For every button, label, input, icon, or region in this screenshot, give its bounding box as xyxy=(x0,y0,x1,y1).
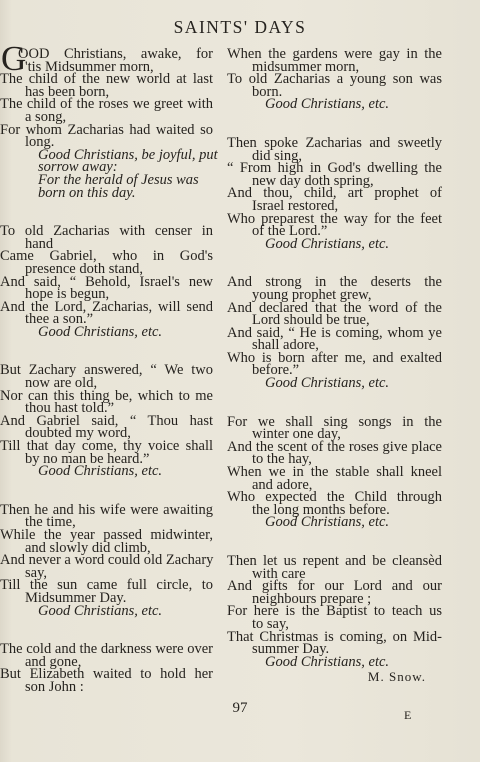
verse-line: now are old, xyxy=(25,375,98,392)
verse-line: thee a son.” xyxy=(25,311,94,328)
verse-line: presence doth stand, xyxy=(25,260,143,277)
stanza xyxy=(0,501,214,619)
stanza xyxy=(0,643,213,693)
page-number: 97 xyxy=(232,700,248,716)
verse-line: And declared that the word of the xyxy=(227,299,442,316)
stanza xyxy=(0,39,218,201)
verse-line: born. xyxy=(252,83,283,100)
verse-line: Then let us repent and be cleansèd xyxy=(227,553,442,569)
verse-line: young prophet grew, xyxy=(252,286,372,303)
verse-line: and adore, xyxy=(252,476,313,493)
verse-line: When we in the stable shall kneel xyxy=(227,464,442,481)
stanza xyxy=(227,413,442,531)
verse-line: Israel restored, xyxy=(252,197,339,214)
verse-line: Then spoke Zacharias and sweetly xyxy=(227,134,442,151)
verse-line: While the year passed midwinter, xyxy=(0,527,213,543)
verse-line: The child of the roses we greet with xyxy=(0,96,213,113)
verse-line: And never a word could old Zachary xyxy=(0,552,214,569)
verse-line: Who expected the Child through xyxy=(227,489,442,506)
verse-line: “ From high in God's dwelling the xyxy=(227,160,442,177)
verse-line: long. xyxy=(25,134,55,151)
verse-line: And the Lord, Zacharias, will send xyxy=(0,298,213,315)
verse-line: the time, xyxy=(25,514,76,531)
stanza xyxy=(227,134,442,252)
verse-line: When the gardens were gay in the xyxy=(227,46,442,62)
verse-line: a song, xyxy=(25,108,67,125)
verse-line: That Christmas is coming, on Mid- xyxy=(227,628,442,645)
refrain-line: Good Christians, etc. xyxy=(38,463,163,480)
verse-line: by no man be heard.” xyxy=(25,450,150,467)
verse-line: Lord should be true, xyxy=(252,312,370,329)
refrain-line: born on this day. xyxy=(38,184,136,201)
verse-line: The cold and the darkness were over xyxy=(0,641,213,658)
verse-line: son John : xyxy=(25,678,84,695)
verse-line: thou hast told.” xyxy=(25,400,115,417)
verse-line: new day doth spring, xyxy=(252,172,374,189)
verse-line: Till that day come, thy voice shall xyxy=(0,438,213,455)
refrain-line: Good Christians, be joyful, put xyxy=(38,146,218,163)
verse-line: of the Lord.” xyxy=(252,223,328,240)
verse-line: doubted my word, xyxy=(25,425,131,442)
author-signature: M. Snow. xyxy=(367,669,426,685)
stanza xyxy=(227,48,442,111)
refrain-line: Good Christians, etc. xyxy=(265,653,390,670)
verse-line: Came Gabriel, who in God's xyxy=(0,248,213,265)
verse-line: say, xyxy=(25,564,48,581)
signature-mark: E xyxy=(404,708,412,722)
verse-line: But Elizabeth waited to hold her xyxy=(0,666,213,683)
verse-line: hand xyxy=(25,235,54,252)
verse-line: 'tis Midsummer morn, xyxy=(25,58,154,75)
verse-line: And thou, child, art prophet of xyxy=(227,185,442,202)
stanza xyxy=(0,362,213,480)
verse-line: Who is born after me, and exalted xyxy=(227,349,442,366)
verse-line: Nor can this thing be, which to me xyxy=(0,387,213,404)
verse-line: Then he and his wife were awaiting xyxy=(0,501,213,518)
verse-line: Who preparest the way for the feet xyxy=(227,210,442,227)
refrain-line: Good Christians, etc. xyxy=(265,235,390,252)
verse-line: and gone, xyxy=(25,653,82,670)
verse-line: midsummer morn, xyxy=(252,58,360,75)
verse-line: before.” xyxy=(252,362,300,379)
verse-line: And said, “ He is coming, whom ye xyxy=(227,324,442,341)
refrain-line: Good Christians, etc. xyxy=(38,602,163,619)
verse-line: the long months before. xyxy=(252,501,390,518)
left-column xyxy=(0,39,218,720)
verse-line: and slowly did climb, xyxy=(25,539,151,556)
verse-line: hope is begun, xyxy=(25,286,110,303)
verse-line: And said, “ Behold, Israel's new xyxy=(0,273,213,290)
refrain-line: Good Christians, etc. xyxy=(265,375,390,392)
refrain-line: sorrow away: xyxy=(38,159,118,176)
drop-cap: G xyxy=(1,39,27,78)
page-header: SAINTS' DAYS xyxy=(173,17,307,37)
verse-line: to the hay, xyxy=(252,451,312,468)
verse-line: has been born, xyxy=(25,83,110,100)
verse-line: OOD Christians, awake, for xyxy=(18,46,213,62)
verse-line: For whom Zacharias had waited so xyxy=(0,121,213,138)
stanza xyxy=(227,274,442,392)
refrain-line: Good Christians, etc. xyxy=(265,96,390,113)
right-column xyxy=(227,48,442,710)
verse-line: For we shall sing songs in the xyxy=(227,413,442,430)
stanza xyxy=(0,225,213,338)
verse-line: winter one day, xyxy=(252,426,341,443)
verse-line: For here is the Baptist to teach us xyxy=(227,603,442,620)
verse-line: to say, xyxy=(252,615,289,632)
verse-line: And strong in the deserts the xyxy=(227,274,442,291)
stanza xyxy=(227,555,442,684)
verse-line: And gifts for our Lord and our xyxy=(227,578,442,595)
refrain-line: Good Christians, etc. xyxy=(265,514,390,531)
verse-line: To old Zacharias with censer in xyxy=(0,223,213,240)
verse-line: Midsummer Day. xyxy=(25,589,127,606)
verse-line: And Gabriel said, “ Thou hast xyxy=(0,412,213,429)
verse-line: with care xyxy=(252,565,306,582)
verse-line: summer Day. xyxy=(252,641,330,658)
refrain-line: For the herald of Jesus was xyxy=(38,171,199,188)
verse-line: And the scent of the roses give place xyxy=(227,438,442,455)
verse-line: Till the sun came full circle, to xyxy=(0,577,213,594)
verse-line: The child of the new world at last xyxy=(0,71,213,88)
verse-line: But Zachary answered, “ We two xyxy=(0,362,213,379)
verse-line: neighbours prepare ; xyxy=(252,590,372,607)
verse-line: To old Zacharias a young son was xyxy=(227,71,442,88)
verse-line: did sing, xyxy=(252,147,302,164)
verse-line: shall adore, xyxy=(252,337,319,354)
refrain-line: Good Christians, etc. xyxy=(38,323,163,340)
